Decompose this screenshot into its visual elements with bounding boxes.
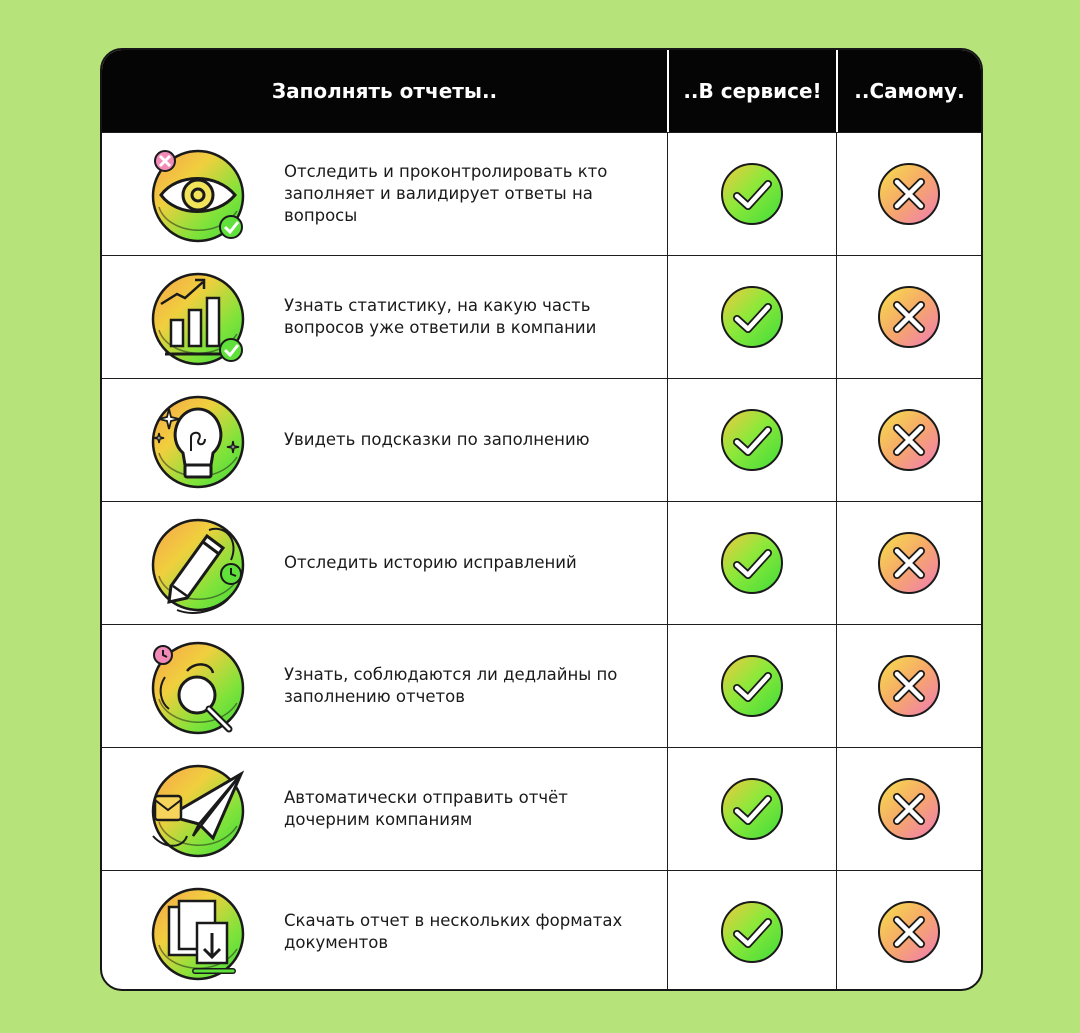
pencil-icon [147, 514, 249, 616]
feature-text: Отследить историю исправлений [284, 553, 577, 572]
service-cell [667, 379, 836, 501]
cross-icon [874, 528, 944, 598]
feature-icon-wrap [147, 145, 249, 247]
check-icon [717, 405, 787, 475]
self-cell [836, 748, 981, 870]
check-icon [717, 159, 787, 229]
feature-cell [102, 748, 667, 870]
feature-text: Скачать отчет в нескольких форматах документов [284, 911, 623, 952]
table-row [102, 870, 981, 991]
table-row [102, 501, 981, 624]
feature-cell [102, 625, 667, 747]
self-cell [836, 133, 981, 255]
feature-cell [102, 256, 667, 378]
feature-cell [102, 871, 667, 991]
cross-icon [874, 897, 944, 967]
table-row [102, 624, 981, 747]
feature-icon-wrap [147, 637, 249, 739]
feature-text: Узнать, соблюдаются ли дедлайны по заполнению отчетов [284, 665, 618, 706]
check-icon [717, 897, 787, 967]
table-header [102, 50, 981, 132]
service-cell [667, 133, 836, 255]
header-self: ..Самому. [836, 50, 981, 132]
comparison-table [100, 48, 983, 991]
table-row [102, 747, 981, 870]
cross-icon [874, 159, 944, 229]
cross-icon [874, 282, 944, 352]
cross-icon [874, 405, 944, 475]
check-icon [717, 282, 787, 352]
feature-cell [102, 502, 667, 624]
feature-icon-wrap [147, 268, 249, 370]
service-cell [667, 871, 836, 991]
magnifier-clock-icon [147, 637, 249, 739]
table-body [102, 132, 981, 991]
cross-icon [874, 651, 944, 721]
table-row [102, 132, 981, 255]
feature-text: Узнать статистику, на какую часть вопросов уже ответили в компании [284, 296, 597, 337]
service-cell [667, 502, 836, 624]
header-service: ..В сервисе! [667, 50, 836, 132]
feature-cell [102, 379, 667, 501]
feature-icon-wrap [147, 514, 249, 616]
service-cell [667, 748, 836, 870]
lightbulb-icon [147, 391, 249, 493]
download-docs-icon [147, 883, 249, 985]
self-cell [836, 379, 981, 501]
feature-text: Автоматически отправить отчёт дочерним компаниям [284, 788, 568, 829]
header-feature: Заполнять отчеты.. [271, 79, 498, 103]
bar-chart-icon [147, 268, 249, 370]
self-cell [836, 256, 981, 378]
self-cell [836, 502, 981, 624]
service-cell [667, 625, 836, 747]
check-icon [717, 651, 787, 721]
feature-icon-wrap [147, 883, 249, 985]
feature-text: Отследить и проконтролировать кто заполняет и валидирует ответы на вопросы [284, 162, 608, 225]
table-row [102, 255, 981, 378]
table-row [102, 378, 981, 501]
paper-plane-icon [147, 760, 249, 862]
check-icon [717, 528, 787, 598]
feature-icon-wrap [147, 391, 249, 493]
eye-icon [147, 145, 249, 247]
self-cell [836, 871, 981, 991]
cross-icon [874, 774, 944, 844]
service-cell [667, 256, 836, 378]
feature-cell [102, 133, 667, 255]
feature-icon-wrap [147, 760, 249, 862]
self-cell [836, 625, 981, 747]
feature-text: Увидеть подсказки по заполнению [284, 430, 590, 449]
check-icon [717, 774, 787, 844]
